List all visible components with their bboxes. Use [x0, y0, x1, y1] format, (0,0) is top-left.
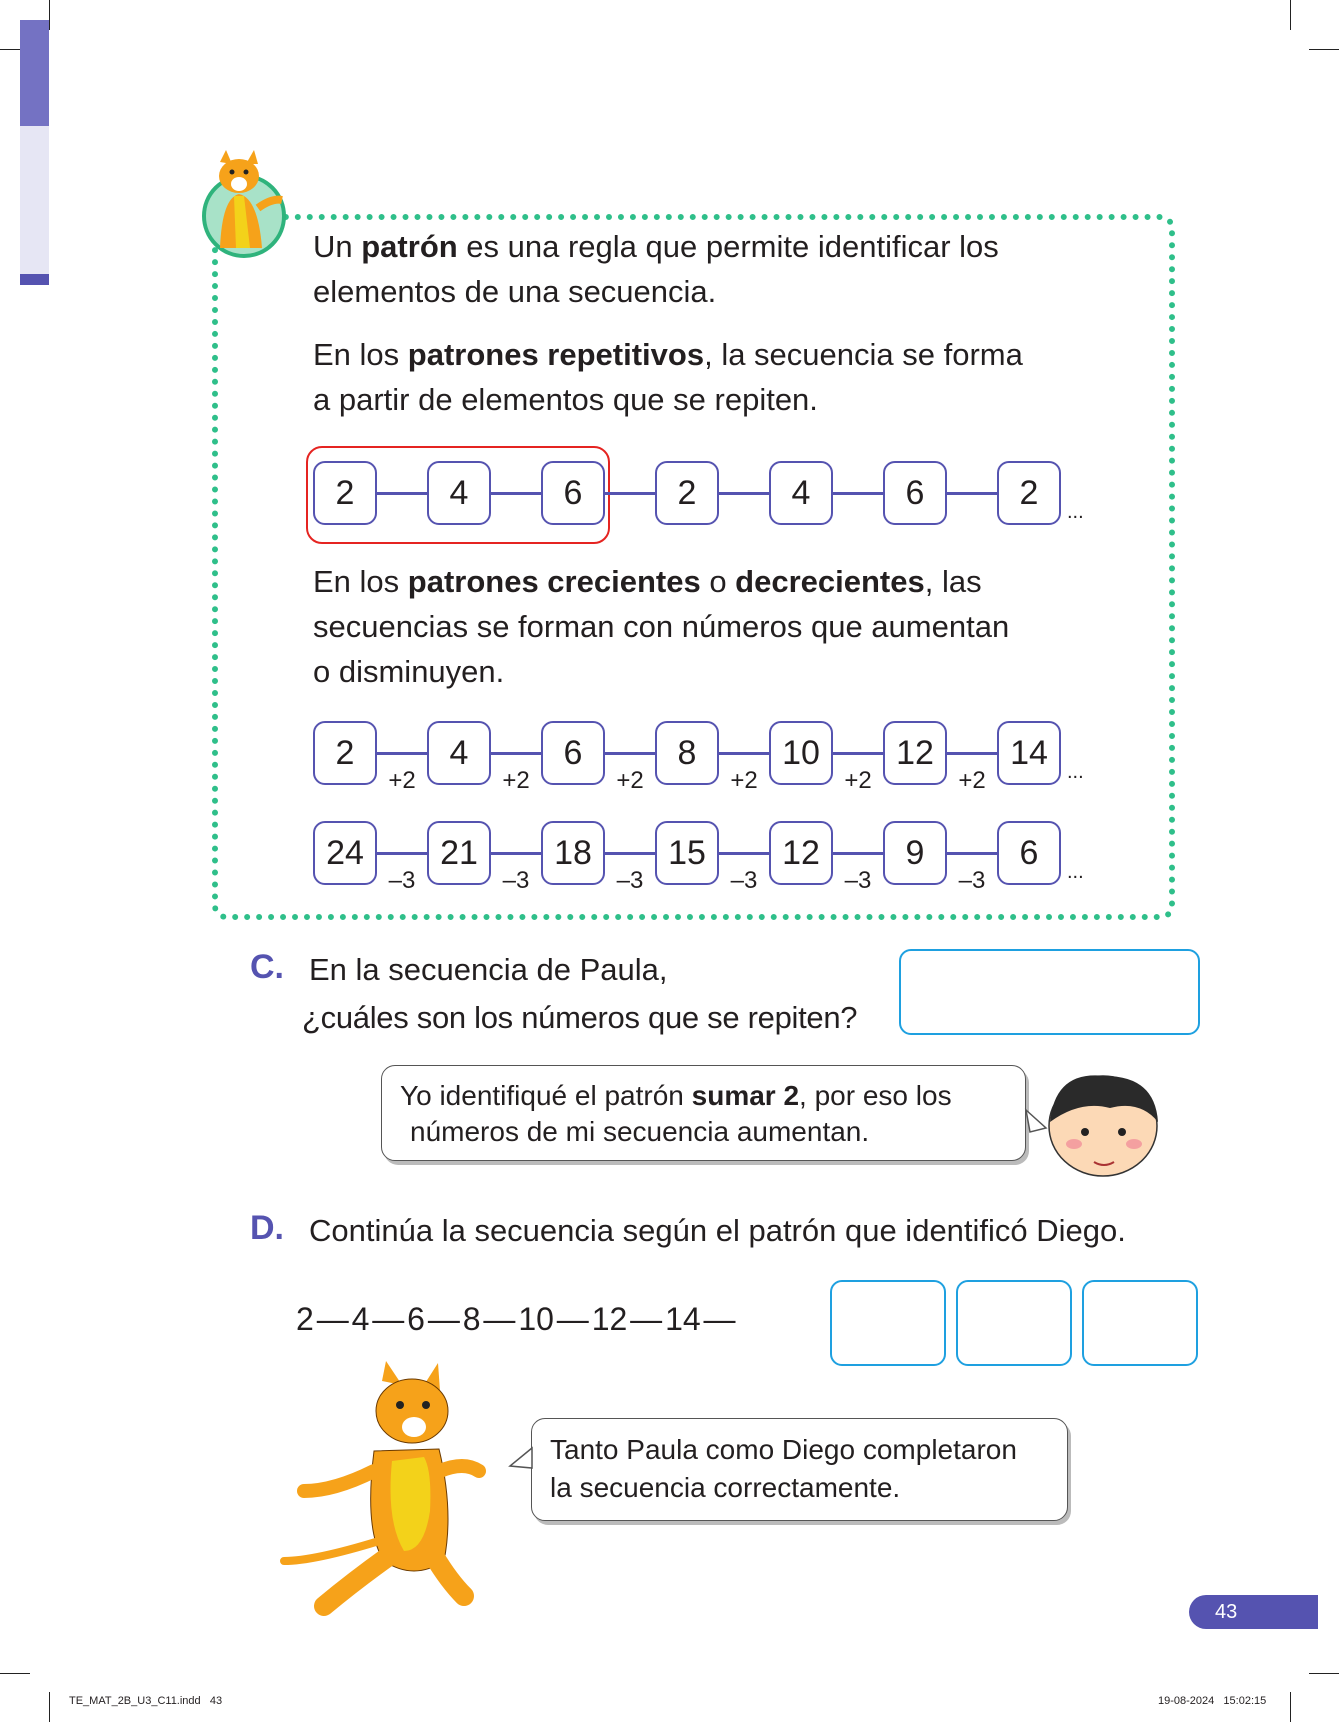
- crop-mark: [1290, 0, 1291, 30]
- answer-box-d-3[interactable]: [1082, 1280, 1198, 1366]
- step-operation: –3: [502, 867, 530, 894]
- mascot-avatar: [202, 174, 286, 258]
- number-box: 24: [313, 821, 377, 885]
- connector-line: [719, 752, 769, 755]
- intro-paragraph-3-line3: o disminuyen.: [313, 654, 505, 689]
- number-box: 6: [883, 461, 947, 525]
- ellipsis: ...: [1067, 761, 1084, 783]
- number-box: 2: [655, 461, 719, 525]
- step-operation: –3: [958, 867, 986, 894]
- intro-paragraph-2-line2: a partir de elementos que se repiten.: [313, 382, 818, 417]
- ellipsis: ...: [1067, 501, 1084, 523]
- answer-box-d-1[interactable]: [830, 1280, 946, 1366]
- number-box: 18: [541, 821, 605, 885]
- cat-bubble-line2: la secuencia correctamente.: [550, 1472, 901, 1503]
- question-c-text-line2: ¿cuáles son los números que se repiten?: [302, 1000, 858, 1035]
- answer-box-c[interactable]: [899, 949, 1200, 1035]
- number-box: 4: [427, 721, 491, 785]
- crop-mark: [1290, 1692, 1291, 1722]
- crop-mark: [1309, 1673, 1339, 1674]
- number-box: 12: [883, 721, 947, 785]
- intro-paragraph-3: En los patrones crecientes o decrecientes, las: [313, 564, 982, 599]
- number-box: 6: [997, 821, 1061, 885]
- connector-line: [377, 852, 427, 855]
- side-tab-mark: [20, 274, 49, 285]
- step-operation: –3: [844, 867, 872, 894]
- connector-line: [719, 852, 769, 855]
- number-box: 12: [769, 821, 833, 885]
- step-operation: +2: [844, 767, 872, 794]
- number-box: 2: [997, 461, 1061, 525]
- step-operation: +2: [958, 767, 986, 794]
- connector-line: [833, 852, 883, 855]
- diego-speech-bubble: [381, 1065, 1026, 1161]
- side-tab-dark: [20, 20, 49, 126]
- step-operation: –3: [616, 867, 644, 894]
- connector-line: [377, 492, 427, 495]
- connector-line: [833, 752, 883, 755]
- step-operation: +2: [730, 767, 758, 794]
- connector-line: [491, 852, 541, 855]
- connector-line: [605, 852, 655, 855]
- crop-mark: [0, 1673, 30, 1674]
- crop-mark: [1309, 49, 1339, 50]
- connector-line: [491, 492, 541, 495]
- step-operation: +2: [388, 767, 416, 794]
- ellipsis: ...: [1067, 861, 1084, 883]
- question-d-text: Continúa la secuencia según el patrón que identificó Diego.: [309, 1213, 1126, 1248]
- crop-mark: [49, 0, 50, 30]
- number-box: 15: [655, 821, 719, 885]
- connector-line: [833, 492, 883, 495]
- footer-filename: TE_MAT_2B_U3_C11.indd 43: [69, 1695, 223, 1707]
- number-box: 4: [769, 461, 833, 525]
- number-box: 21: [427, 821, 491, 885]
- number-box: 6: [541, 721, 605, 785]
- footer-datetime: 19-08-2024 15:02:15: [1158, 1695, 1267, 1707]
- cat-mascot-icon: [202, 148, 286, 232]
- connector-line: [605, 492, 655, 495]
- cat-character-icon: [274, 1361, 504, 1617]
- intro-paragraph-1-line2: elementos de una secuencia.: [313, 274, 717, 309]
- number-box: 4: [427, 461, 491, 525]
- side-tab-light: [20, 126, 49, 274]
- intro-paragraph-2: En los patrones repetitivos, la secuencia se forma: [313, 337, 1023, 372]
- step-operation: +2: [502, 767, 530, 794]
- page-number: 43: [1189, 1595, 1318, 1629]
- number-box: 6: [541, 461, 605, 525]
- bubble-tail-icon: [508, 1446, 534, 1476]
- diego-sequence: 2 — 4 — 6 — 8 — 10 — 12 — 14 —: [296, 1301, 736, 1337]
- question-c-text: En la secuencia de Paula,: [309, 952, 668, 987]
- number-box: 14: [997, 721, 1061, 785]
- step-operation: +2: [616, 767, 644, 794]
- connector-line: [491, 752, 541, 755]
- question-c-letter: C.: [250, 948, 284, 986]
- intro-paragraph-3-line2: secuencias se forman con números que aumentan: [313, 609, 1010, 644]
- diego-bubble-line1: Yo identifiqué el patrón sumar 2, por eso los: [400, 1080, 952, 1111]
- number-box: 10: [769, 721, 833, 785]
- boy-diego-icon: [1010, 1070, 1170, 1180]
- crop-mark: [49, 1692, 50, 1722]
- number-box: 2: [313, 721, 377, 785]
- intro-paragraph-1: Un patrón es una regla que permite identificar los: [313, 229, 999, 264]
- cat-bubble-line1: Tanto Paula como Diego completaron: [550, 1434, 1017, 1465]
- answer-box-d-2[interactable]: [956, 1280, 1072, 1366]
- step-operation: –3: [388, 867, 416, 894]
- connector-line: [947, 752, 997, 755]
- step-operation: –3: [730, 867, 758, 894]
- diego-bubble-line2: números de mi secuencia aumentan.: [410, 1116, 870, 1147]
- connector-line: [377, 752, 427, 755]
- connector-line: [605, 752, 655, 755]
- number-box: 8: [655, 721, 719, 785]
- question-d-letter: D.: [250, 1209, 284, 1247]
- connector-line: [947, 492, 997, 495]
- number-box: 9: [883, 821, 947, 885]
- connector-line: [947, 852, 997, 855]
- connector-line: [719, 492, 769, 495]
- cat-speech-bubble: [531, 1418, 1068, 1521]
- number-box: 2: [313, 461, 377, 525]
